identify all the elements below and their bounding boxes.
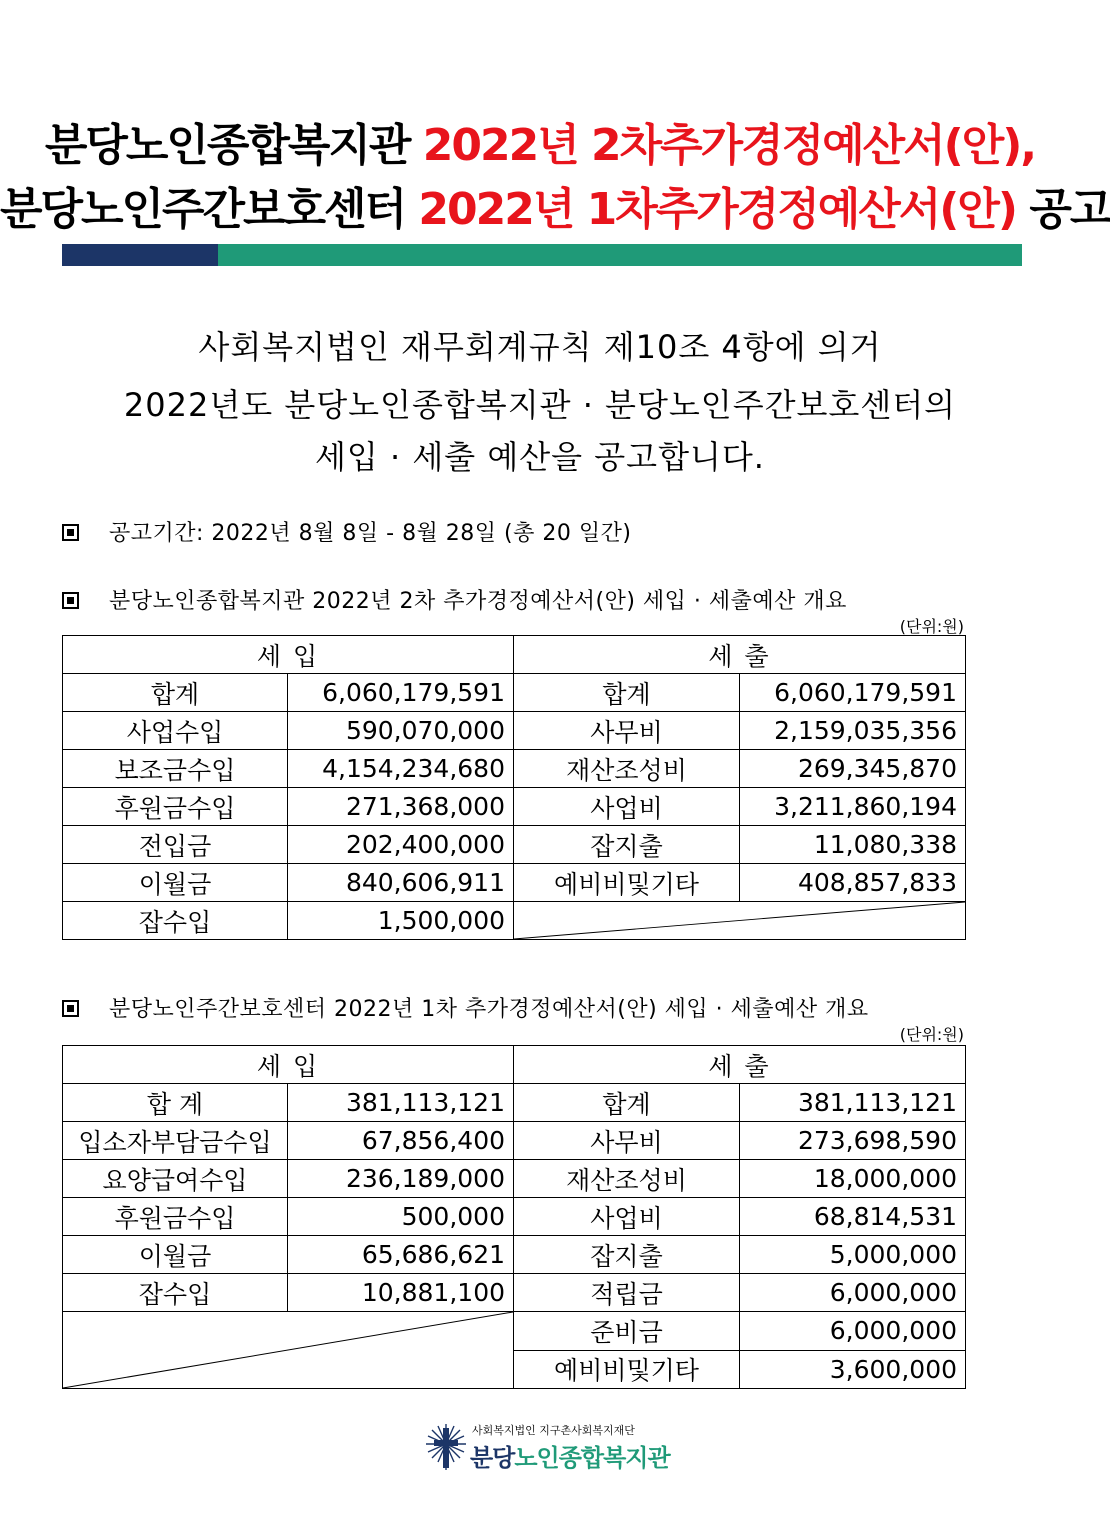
table-row	[63, 1274, 966, 1312]
expense-label: 예비비및기타	[514, 1350, 740, 1389]
expense-header: 세 출	[514, 636, 966, 674]
income-amount: 840,606,911	[288, 864, 514, 902]
table-row	[63, 1160, 966, 1198]
expense-label: 사업비	[514, 1198, 740, 1236]
expense-amount: 68,814,531	[740, 1198, 966, 1236]
expense-amount: 6,060,179,591	[740, 674, 966, 712]
expense-amount: 18,000,000	[740, 1160, 966, 1198]
footer-name-part1: 분당	[470, 1444, 515, 1472]
expense-amount: 3,211,860,194	[740, 788, 966, 826]
footer-name-part2: 노인종합복지관	[514, 1444, 670, 1472]
expense-amount: 273,698,590	[740, 1122, 966, 1160]
section2-heading	[62, 992, 869, 1023]
expense-amount: 5,000,000	[740, 1236, 966, 1274]
starburst-cross-icon	[424, 1422, 468, 1472]
expense-label: 적립금	[514, 1274, 740, 1312]
expense-amount: 3,600,000	[740, 1350, 966, 1389]
period-text: 공고기간: 2022년 8월 8일 - 8월 28일 (총 20 일간)	[109, 521, 632, 546]
expense-header: 세 출	[514, 1046, 966, 1084]
diagonal-line	[63, 1312, 513, 1388]
income-amount: 65,686,621	[288, 1236, 514, 1274]
income-amount: 381,113,121	[288, 1084, 514, 1122]
income-label: 잡수입	[63, 1274, 288, 1312]
intro-line-2: 2022년도 분당노인종합복지관 · 분당노인주간보호센터의	[123, 386, 957, 424]
income-amount: 202,400,000	[288, 826, 514, 864]
table-header-row	[63, 1046, 966, 1084]
expense-label: 사무비	[514, 1122, 740, 1160]
income-label: 이월금	[63, 864, 288, 902]
section1-heading	[62, 584, 847, 615]
empty-diagonal-cell	[63, 1312, 514, 1389]
empty-diagonal-cell	[514, 902, 966, 940]
title-line-2	[0, 180, 1110, 240]
income-label: 후원금수입	[63, 788, 288, 826]
footer-logo	[424, 1420, 670, 1476]
footer-org: 사회복지법인 지구촌사회복지재단	[472, 1424, 635, 1437]
expense-label: 잡지출	[514, 826, 740, 864]
expense-label: 재산조성비	[514, 1160, 740, 1198]
square-bullet-icon	[62, 1000, 79, 1017]
income-amount: 271,368,000	[288, 788, 514, 826]
table-row	[63, 712, 966, 750]
section1-budget-table	[62, 635, 966, 940]
income-amount: 4,154,234,680	[288, 750, 514, 788]
title-underline-navy	[62, 244, 218, 266]
income-amount: 590,070,000	[288, 712, 514, 750]
expense-amount: 2,159,035,356	[740, 712, 966, 750]
section2-heading-text: 분당노인주간보호센터 2022년 1차 추가경정예산서(안) 세입 · 세출예산 개요	[109, 997, 869, 1022]
income-label: 잡수입	[63, 902, 288, 940]
intro-line-1: 사회복지법인 재무회계규칙 제10조 4항에 의거	[198, 328, 882, 366]
expense-label: 준비금	[514, 1312, 740, 1351]
income-label: 보조금수입	[63, 750, 288, 788]
expense-label: 합계	[514, 674, 740, 712]
intro-line-3: 세입 · 세출 예산을 공고합니다.	[315, 438, 765, 476]
table-row	[63, 788, 966, 826]
table-row	[63, 750, 966, 788]
expense-label: 사업비	[514, 788, 740, 826]
income-label: 합계	[63, 674, 288, 712]
income-amount: 1,500,000	[288, 902, 514, 940]
income-amount: 236,189,000	[288, 1160, 514, 1198]
section1-heading-text: 분당노인종합복지관 2022년 2차 추가경정예산서(안) 세입 · 세출예산 개요	[109, 589, 847, 614]
diagonal-line	[514, 902, 965, 939]
table-row	[63, 826, 966, 864]
income-label: 전입금	[63, 826, 288, 864]
table-header-row	[63, 636, 966, 674]
expense-amount: 11,080,338	[740, 826, 966, 864]
income-label: 후원금수입	[63, 1198, 288, 1236]
expense-label: 예비비및기타	[514, 864, 740, 902]
table-row	[63, 1084, 966, 1122]
section1-unit: (단위:원)	[899, 617, 964, 636]
income-label: 입소자부담금수입	[63, 1122, 288, 1160]
title-budget-1: 2022년 2차추가경정예산서(안),	[422, 120, 1036, 171]
income-amount: 10,881,100	[288, 1274, 514, 1312]
footer-name	[470, 1438, 670, 1473]
income-label: 사업수입	[63, 712, 288, 750]
income-amount: 500,000	[288, 1198, 514, 1236]
title-suffix: 공고	[1029, 184, 1110, 235]
square-bullet-icon	[62, 524, 79, 541]
title-budget-2: 2022년 1차추가경정예산서(안)	[418, 184, 1017, 235]
expense-label: 재산조성비	[514, 750, 740, 788]
title-org-2: 분당노인주간보호센터	[0, 184, 406, 235]
period-bullet	[62, 516, 631, 547]
income-label: 이월금	[63, 1236, 288, 1274]
section2-unit: (단위:원)	[899, 1025, 964, 1044]
title-underline-green	[218, 244, 1022, 266]
income-label: 요양급여수입	[63, 1160, 288, 1198]
income-amount: 6,060,179,591	[288, 674, 514, 712]
expense-label: 합계	[514, 1084, 740, 1122]
table-row	[63, 864, 966, 902]
expense-amount: 381,113,121	[740, 1084, 966, 1122]
income-header: 세 입	[63, 636, 514, 674]
table-row	[63, 1236, 966, 1274]
expense-amount: 6,000,000	[740, 1312, 966, 1351]
expense-amount: 269,345,870	[740, 750, 966, 788]
expense-amount: 6,000,000	[740, 1274, 966, 1312]
table-row	[63, 902, 966, 940]
expense-amount: 408,857,833	[740, 864, 966, 902]
table-row	[63, 1198, 966, 1236]
income-header: 세 입	[63, 1046, 514, 1084]
income-amount: 67,856,400	[288, 1122, 514, 1160]
table-row	[63, 1122, 966, 1160]
expense-label: 사무비	[514, 712, 740, 750]
table-row	[63, 1312, 966, 1351]
title-line-1	[0, 116, 1080, 176]
section2-budget-table	[62, 1045, 966, 1389]
title-org-1: 분당노인종합복지관	[44, 120, 410, 171]
expense-label: 잡지출	[514, 1236, 740, 1274]
income-label: 합 계	[63, 1084, 288, 1122]
table-row	[63, 674, 966, 712]
square-bullet-icon	[62, 592, 79, 609]
